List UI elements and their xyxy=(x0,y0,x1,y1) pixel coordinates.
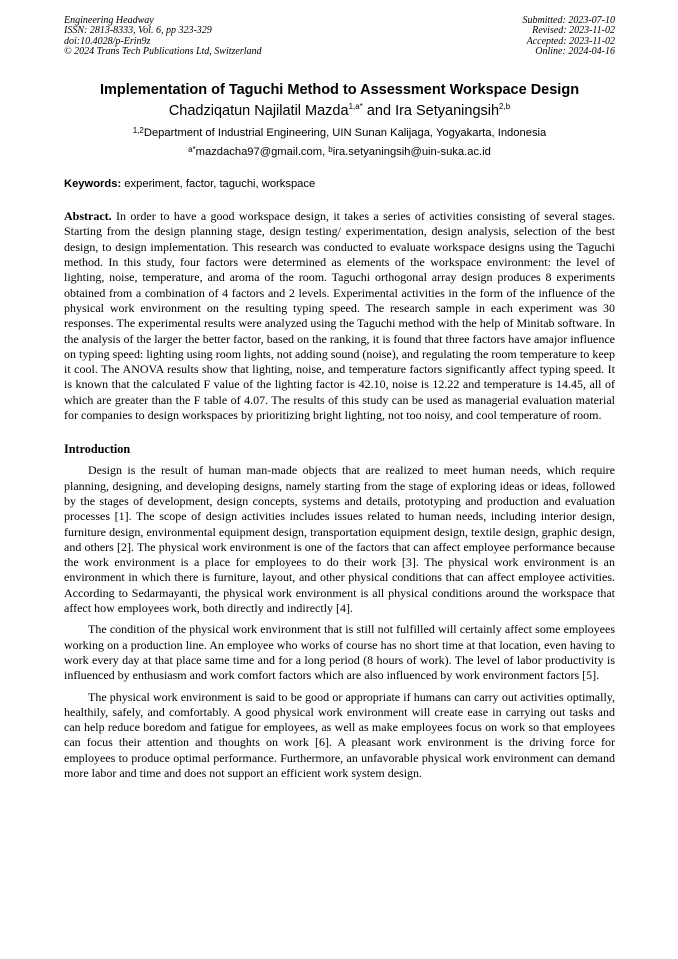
paper-title: Implementation of Taguchi Method to Assessment Workspace Design xyxy=(99,82,580,99)
email-a-mark: a* xyxy=(188,145,196,155)
affiliation-text: Department of Industrial Engineering, UIN Sunan Kalijaga, Yogyakarta, Indonesia xyxy=(143,127,547,140)
accepted-date: Accepted: 2023-11-02 xyxy=(526,35,615,47)
author-2: Ira Setyaningsih xyxy=(395,103,500,120)
intro-paragraph-2: The condition of the physical work environment that is still not fulfilled will certainly affect some employees working on a production line. An employee who works of course has no short time at that location, even having to work every day at that place same time and for a long period (8 hours of work). The level of labor productivity is influenced by enthusiasm and work comfort factors which are also influenced by work environment factors [5]. xyxy=(64,622,615,683)
author-line xyxy=(64,103,615,119)
keywords-label: Keywords: xyxy=(64,178,122,191)
online-date: Online: 2024-04-16 xyxy=(535,45,615,57)
author-1-affiliation-mark: 1,a* xyxy=(348,102,363,112)
issn-line: ISSN: 2813-8333, Vol. 6, pp 323-329 xyxy=(64,25,212,37)
header-metadata xyxy=(64,16,615,57)
affiliation-mark: 1,2 xyxy=(132,126,144,136)
author-conjunction: and xyxy=(362,103,396,120)
email-line xyxy=(64,146,615,158)
paper-page xyxy=(64,16,615,781)
author-2-affiliation-mark: 2,b xyxy=(499,102,511,112)
copyright-line: © 2024 Trans Tech Publications Ltd, Switzerland xyxy=(64,45,262,57)
affiliation xyxy=(64,127,615,139)
abstract-label: Abstract. xyxy=(64,209,112,224)
keywords-text: experiment, factor, taguchi, workspace xyxy=(121,178,316,191)
email-b: ira.setyaningsih@uin-suka.ac.id xyxy=(332,146,491,159)
journal-name: Engineering Headway xyxy=(64,15,154,26)
author-1: Chadziqatun Najilatil Mazda xyxy=(168,103,349,120)
email-b-mark: b xyxy=(328,145,333,155)
abstract-text: In order to have a good workspace design, it takes a series of activities consisting of several stages. Starting from the design planning stage, design testing/ experimentation, design analysis, selection of the best design, to design implementation. This research was conducted to evaluate workspace designs using the Taguchi method. In this study, four factors were determined as elements of the workspace environment: the level of lighting, noise, temperature, and aroma of the room. Taguchi orthogonal array design produces 8 experiments obtained from a combination of 4 factors and 2 levels. Experimental activities in the form of the influence of the physical work environment on the resulting typing speed. The research sample in each experiment was 30 responses. The experimental results were analyzed using the Taguchi method with the help of Minitab software. In the analysis of the larger the better factor, based on the ranking, it is found that three factors have amajor influence on typing speed: lighting using room lights, not adding sound (noise), and regulating the room temperature to keep it cool. The ANOVA results show that lighting, noise, and temperature factors significantly affect typing speed. It is known that the calculated F value of the lighting factor is 42.10, noise is 12.22 and temperature is 14.45, all of which are greater than the F table of 4.07. The results of this study can be used as managerial evaluation material for companies to design workspaces by prioritizing bright lighting, not too noisy, and cool temperature of room. xyxy=(64,209,615,423)
submitted-date: Submitted: 2023-07-10 xyxy=(522,15,615,26)
intro-paragraph-1: Design is the result of human man-made objects that are realized to meet human needs, which require planning, designing, and developing designs, namely starting from the stage of exploring ideas or ideas, followed by the stages of development, design concepts, systems and details, prototyping and production and evaluation processes [1]. The scope of design activities includes issues related to human needs, including interior design, furniture design, environmental equipment design, transportation equipment design, textile design, graphic design, and others [2]. The physical work environment is one of the factors that can affect employee performance because the work environment is a place for employees to do their work [3]. The physical work environment is an environment in which there is furniture, layout, and other physical conditions that can affect employee activities. According to Sedarmayanti, the physical work environment is all physical conditions around the workspace that affect how employees work, both directly and indirectly [4]. xyxy=(64,463,615,616)
header-left xyxy=(64,16,262,57)
keywords xyxy=(64,178,615,190)
section-heading-introduction: Introduction xyxy=(64,442,131,457)
intro-paragraph-3: The physical work environment is said to be good or appropriate if humans can carry out activities optimally, healthily, safely, and comfortably. A good physical work environment will create ease in carrying out tasks and can help reduce boredom and fatigue for employees, as well as make employees focus on work so that employees can focus their attention and thoughts on work [6]. A pleasant work environment is the driving force for employees to produce optimal performance. Furthermore, an unfavorable physical work environment can demand more labor and time and does not support an efficient work system design. xyxy=(64,689,615,780)
revised-date: Revised: 2023-11-02 xyxy=(532,25,615,37)
email-a: mazdacha97@gmail.com, xyxy=(195,146,329,159)
abstract xyxy=(64,209,615,423)
doi-line: doi:10.4028/p-Erin9z xyxy=(64,35,151,47)
header-right xyxy=(523,16,616,57)
